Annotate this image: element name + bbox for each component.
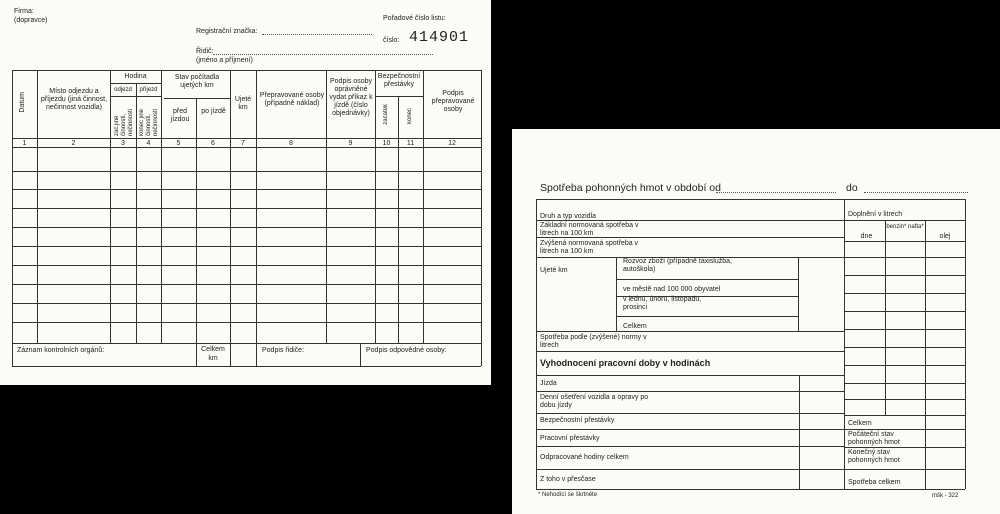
- col-number: 8: [289, 140, 293, 147]
- sheet-number-label: Pořadové číslo listu:: [383, 15, 446, 22]
- header-odjezd: odjezd: [114, 87, 132, 93]
- control-record-label: Záznam kontrolních orgánů:: [17, 347, 105, 354]
- footnote: * Nehodící se škrtněte: [538, 492, 598, 498]
- col-number: 3: [121, 140, 125, 147]
- col-number: 1: [22, 140, 27, 147]
- header-misto: Místo odjezdu a příjezdu (jiná činnost, nečinnost vozidla): [40, 88, 108, 111]
- registration-label: Registrační značka:: [196, 28, 258, 35]
- col-number: 5: [176, 140, 181, 147]
- overtime-label: Z toho v přesčase: [540, 476, 596, 483]
- period-to-field[interactable]: [864, 192, 968, 193]
- period-from-field[interactable]: [716, 192, 836, 193]
- km-driven-label: Ujeté km: [540, 267, 568, 274]
- driver-field[interactable]: [213, 54, 433, 55]
- cislo-label: číslo:: [383, 37, 400, 44]
- delivery-label: Rozvoz zboží (případně taxislužba, autoškola): [623, 258, 732, 273]
- col-number: 12: [448, 140, 456, 147]
- header-prepravovane: Přepravované osoby (případně náklad): [259, 92, 325, 107]
- header-po: po jízdě: [201, 108, 226, 115]
- col-number: 10: [382, 140, 391, 147]
- header-hodina: Hodina: [124, 73, 147, 80]
- col-number: 6: [211, 140, 215, 147]
- col-number: 11: [406, 140, 415, 147]
- initial-fuel-label: Počáteční stav pohonných hmot: [848, 431, 900, 446]
- consumption-title-do: do: [846, 182, 858, 194]
- header-zacatek: začátek: [383, 104, 389, 125]
- header-ujete: Ujeté km: [234, 96, 252, 111]
- km-total-label: Celkem: [623, 323, 647, 330]
- fuel-type-label: benzin* nafta*: [886, 224, 924, 230]
- header-podpis-prepravovane: Podpis přepravované osoby: [431, 90, 475, 113]
- right-total-label: Celkem: [848, 420, 872, 427]
- header-bezpecnostni: Bezpečnostní přestávky: [377, 73, 421, 88]
- col-number: 7: [241, 140, 245, 147]
- header-podpis-opravnene: Podpis osoby oprávněné vydat příkaz k jízdě (číslo objednávky): [329, 78, 373, 117]
- driver-signature-label: Podpis řidiče:: [262, 347, 305, 354]
- fuel-consumption-form: [512, 129, 1000, 514]
- col-number: 2: [71, 140, 76, 147]
- header-pred: před jízdou: [170, 108, 190, 123]
- maintenance-label: Denní ošetření vozidla a opravy po dobu jízdy: [540, 394, 649, 409]
- registration-field[interactable]: [262, 34, 372, 35]
- firma-label: Firma:: [14, 8, 34, 15]
- total-km-label: km: [208, 355, 218, 362]
- norm-consumption-label: Spotřeba podle (zvýšené) normy v litrech: [540, 334, 647, 349]
- sheet-number-value: 414901: [409, 29, 470, 46]
- base-consumption-label: Základní normovaná spotřeba v litrech na 100 km: [540, 222, 639, 237]
- work-breaks-label: Pracovní přestávky: [540, 435, 600, 442]
- refill-date-label: dne: [860, 233, 873, 240]
- consumption-title: Spotřeba pohonných hmot v období od: [540, 182, 721, 194]
- refill-label: Doplnění v litrech: [848, 211, 903, 218]
- col-number: 9: [348, 140, 353, 147]
- driving-label: Jízda: [540, 380, 557, 387]
- trip-log-form: [0, 0, 491, 385]
- total-label: Celkem: [201, 346, 225, 353]
- header-konec-jine: konec jiné činnosti, nečinnosti: [139, 108, 159, 136]
- header-prijezd: příjezd: [139, 87, 158, 93]
- months-label: v lednu, únoru, listopadu, prosinci: [623, 296, 702, 311]
- col-number: 4: [146, 140, 151, 147]
- firma-sub-label: (dopravce): [14, 17, 48, 24]
- increased-consumption-label: Zvýšená normovaná spotřeba v litrech na 100 km: [540, 240, 639, 255]
- header-datum: Datum: [19, 92, 26, 113]
- final-fuel-label: Konečný stav pohonných hmot: [848, 449, 900, 464]
- oil-label: olej: [939, 233, 951, 240]
- vehicle-type-label: Druh a typ vozidla: [540, 213, 597, 220]
- header-stav: Stav počítadla ujetých km: [174, 74, 220, 89]
- header-konec: konec: [407, 108, 413, 125]
- header-zac-jine: zač.jiné činnosti, nečinnosti: [114, 108, 134, 136]
- driver-label: Řidič:: [196, 48, 214, 55]
- city-label: ve městě nad 100 000 obyvatel: [623, 286, 721, 293]
- safety-breaks-label: Bezpečnostní přestávky: [540, 417, 615, 424]
- work-time-title: Vyhodnocení pracovní doby v hodinách: [540, 358, 711, 368]
- total-consumption-label: Spotřeba celkem: [848, 479, 901, 486]
- driver-sub-label: (jméno a příjmení): [196, 57, 253, 64]
- hours-total-label: Odpracované hodiny celkem: [540, 454, 629, 461]
- form-code: mšk - 322: [932, 493, 959, 499]
- responsible-signature-label: Podpis odpovědné osoby:: [366, 347, 447, 354]
